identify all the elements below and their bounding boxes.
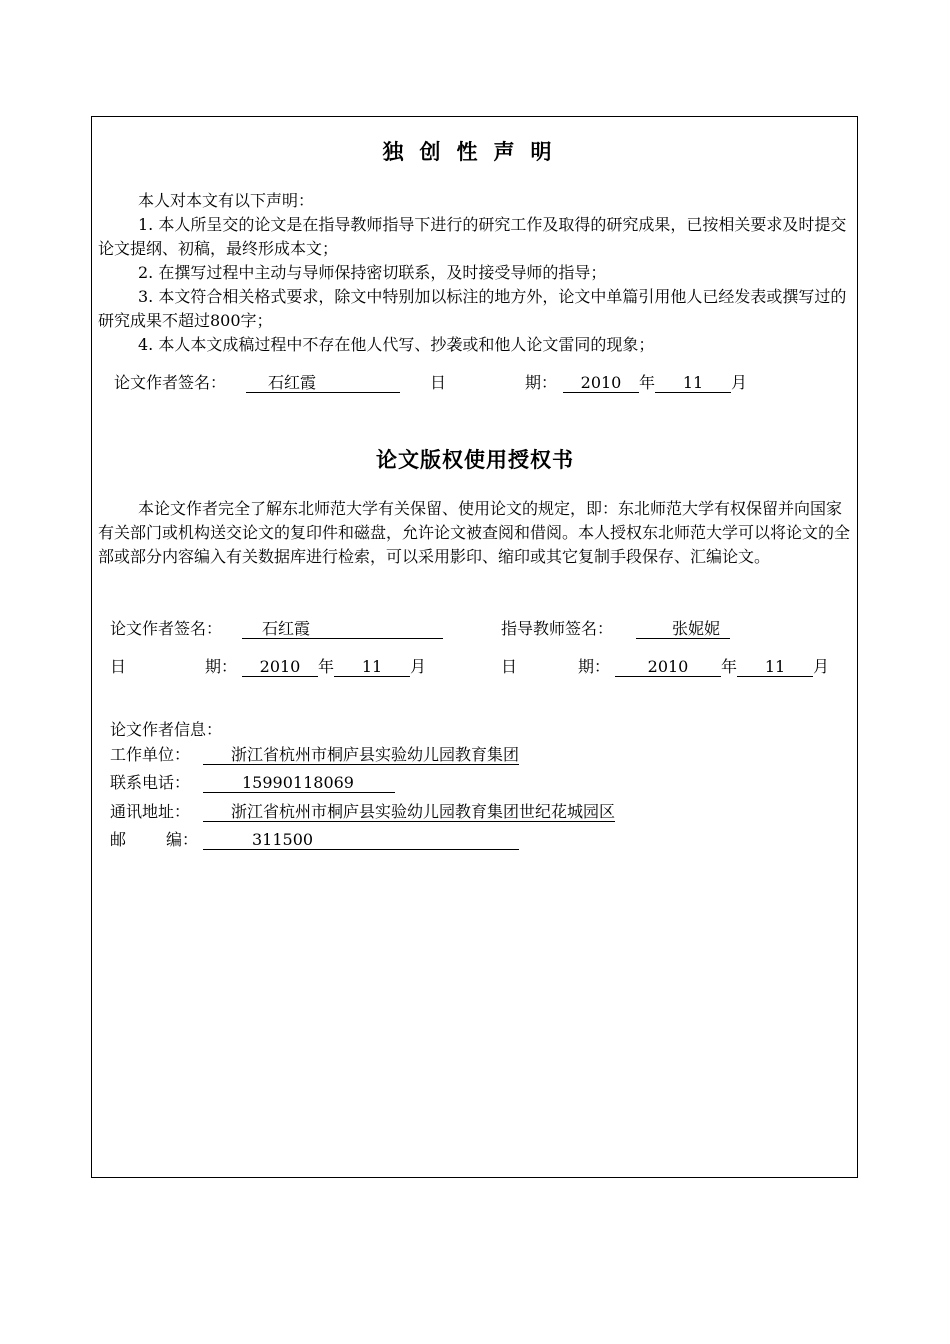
authorization-author-date-label-1: 日 bbox=[110, 657, 127, 676]
authorization-author-label: 论文作者签名： bbox=[110, 619, 223, 638]
declaration-body bbox=[98, 189, 850, 357]
postcode-label-2: 编： bbox=[166, 830, 199, 849]
author-info-heading: 论文作者信息： bbox=[110, 720, 223, 739]
authorization-advisor-field bbox=[636, 617, 730, 641]
declaration-date-label-2: 期： bbox=[525, 373, 558, 392]
authorization-body bbox=[98, 497, 850, 569]
authorization-author-date-label-2: 期： bbox=[205, 657, 238, 676]
authorization-advisor-year: 2010 bbox=[615, 657, 721, 677]
phone-value: 15990118069 bbox=[203, 773, 395, 793]
declaration-item-3: 3. 本文符合相关格式要求，除文中特别加以标注的地方外，论文中单篇引用他人已经发表或撰写过的研究成果不超过800字； bbox=[98, 287, 847, 330]
authorization-title: 论文版权使用授权书 bbox=[376, 447, 574, 472]
work-unit-value: 浙江省杭州市桐庐县实验幼儿园教育集团 bbox=[203, 745, 519, 765]
authorization-text: 本论文作者完全了解东北师范大学有关保留、使用论文的规定，即：东北师范大学有权保留并向国家有关部门或机构送交论文的复印件和磁盘，允许论文被查阅和借阅。本人授权东北师范大学可以将论文的全部或部分内容编入有关数据库进行检索，可以采用影印、缩印或其它复制手段保存、汇编论文。 bbox=[98, 499, 851, 566]
postcode-field bbox=[203, 828, 519, 852]
declaration-signature-label: 论文作者签名： bbox=[114, 373, 227, 392]
declaration-author-name: 石红霞 bbox=[246, 373, 400, 393]
authorization-author-month: 11 bbox=[334, 657, 410, 677]
declaration-month-unit: 月 bbox=[731, 373, 748, 392]
authorization-advisor-date-label-1: 日 bbox=[501, 657, 518, 676]
address-field bbox=[203, 800, 615, 824]
declaration-intro: 本人对本文有以下声明： bbox=[138, 191, 315, 210]
authorization-author-field bbox=[242, 617, 443, 641]
authorization-author-year-unit: 年 bbox=[318, 657, 335, 676]
declaration-item-2: 2. 在撰写过程中主动与导师保持密切联系，及时接受导师的指导； bbox=[138, 263, 607, 282]
declaration-author-field bbox=[246, 371, 400, 395]
authorization-advisor-date-field bbox=[615, 655, 829, 679]
authorization-author-date-field bbox=[242, 655, 426, 679]
declaration-title: 独创性声明 bbox=[382, 139, 568, 164]
authorization-advisor-label: 指导教师签名： bbox=[501, 619, 614, 638]
declaration-year-unit: 年 bbox=[639, 373, 656, 392]
postcode-label-1: 邮 bbox=[110, 830, 127, 849]
declaration-item-4: 4. 本人本文成稿过程中不存在他人代写、抄袭或和他人论文雷同的现象； bbox=[138, 335, 655, 354]
authorization-advisor-name: 张妮妮 bbox=[636, 619, 730, 639]
authorization-author-name: 石红霞 bbox=[242, 619, 443, 639]
postcode-value: 311500 bbox=[203, 830, 519, 850]
declaration-date-label-1: 日 bbox=[430, 373, 447, 392]
declaration-month: 11 bbox=[655, 373, 731, 393]
address-label: 通讯地址： bbox=[110, 802, 191, 821]
declaration-date-field bbox=[563, 371, 747, 395]
authorization-author-month-unit: 月 bbox=[410, 657, 427, 676]
authorization-advisor-month-unit: 月 bbox=[813, 657, 830, 676]
authorization-advisor-month: 11 bbox=[737, 657, 813, 677]
authorization-author-year: 2010 bbox=[242, 657, 318, 677]
declaration-year: 2010 bbox=[563, 373, 639, 393]
authorization-advisor-year-unit: 年 bbox=[721, 657, 738, 676]
phone-field bbox=[203, 771, 395, 795]
declaration-item-1: 1. 本人所呈交的论文是在指导教师指导下进行的研究工作及取得的研究成果，已按相关要求及时提交论文提纲、初稿，最终形成本文； bbox=[98, 215, 847, 258]
phone-label: 联系电话： bbox=[110, 773, 191, 792]
authorization-advisor-date-label-2: 期： bbox=[578, 657, 611, 676]
address-value: 浙江省杭州市桐庐县实验幼儿园教育集团世纪花城园区 bbox=[203, 802, 615, 822]
work-unit-field bbox=[203, 743, 519, 767]
work-unit-label: 工作单位： bbox=[110, 745, 191, 764]
